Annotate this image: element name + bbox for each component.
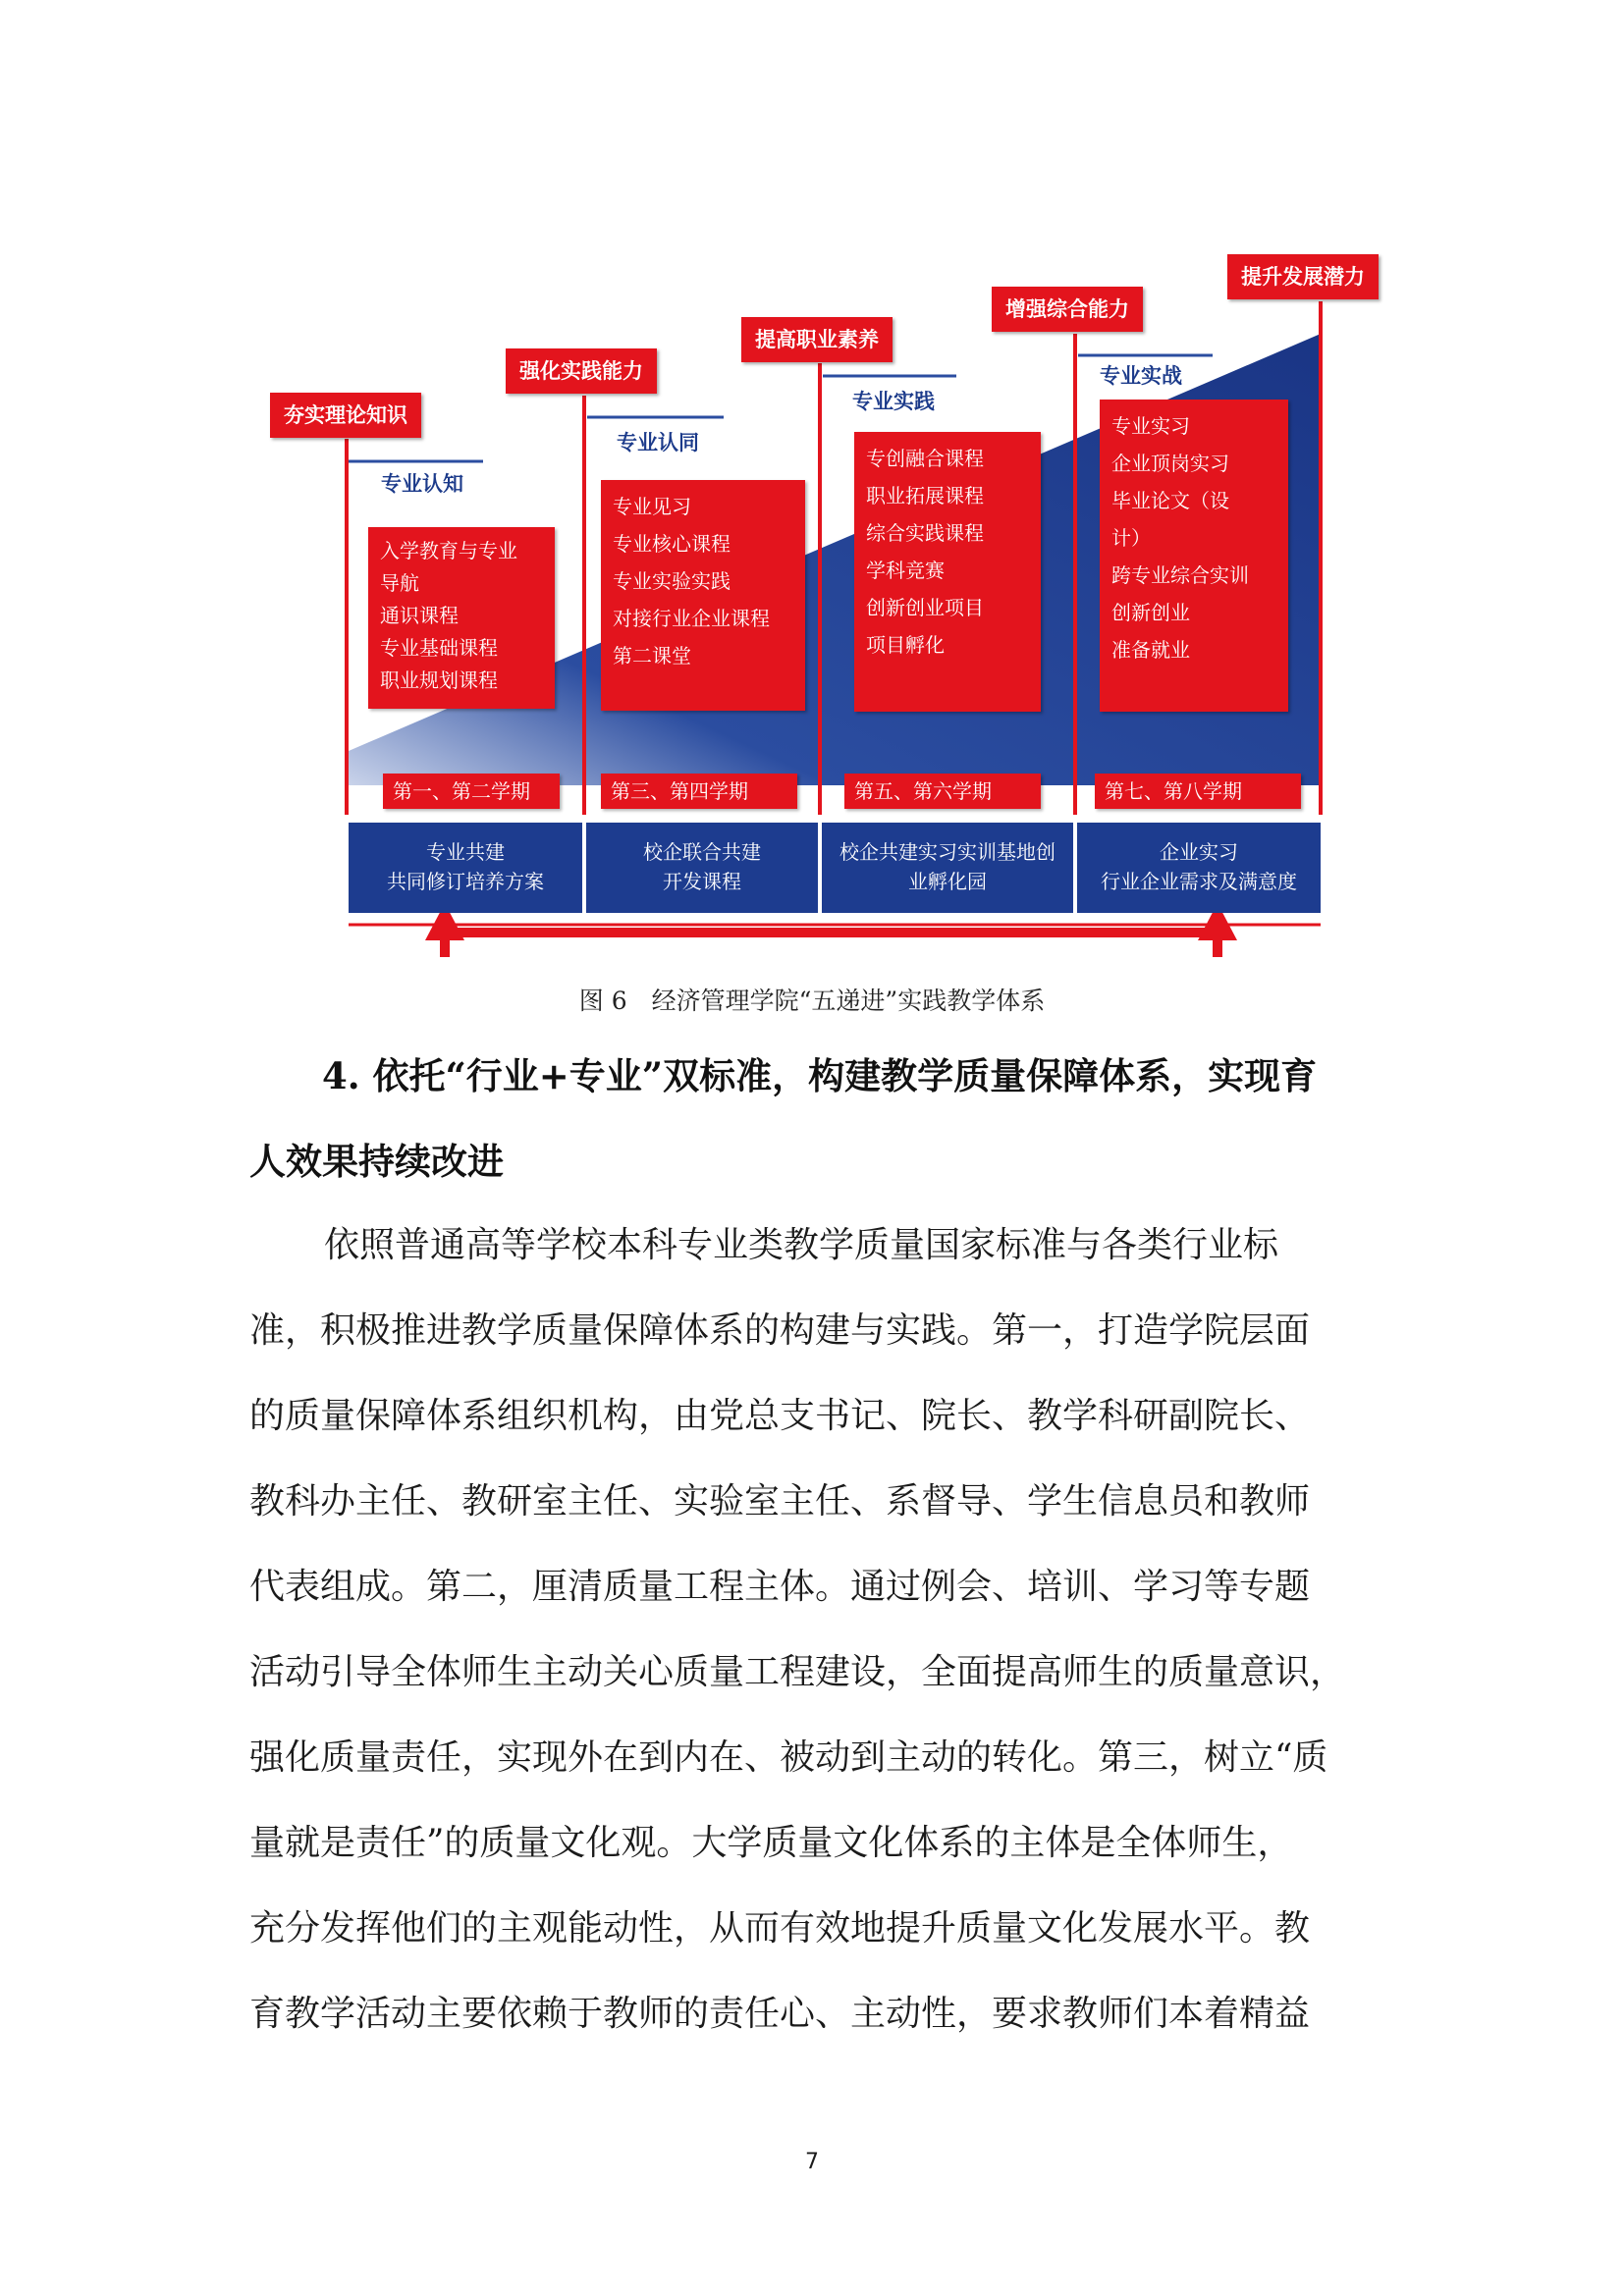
content-item: 对接行业企业课程: [613, 607, 770, 630]
phase-label-3: 专业实践: [852, 390, 935, 413]
content-item: 企业顶岗实习: [1111, 452, 1229, 475]
content-item: 职业拓展课程: [866, 484, 984, 507]
paragraph-line: 充分发挥他们的主观能动性，从而有效地提升质量文化发展水平。教: [249, 1908, 1311, 1949]
content-item: 专业见习: [613, 495, 691, 518]
semester-label-1: 第一、第二学期: [383, 774, 560, 809]
base-line: 开发课程: [663, 870, 741, 893]
base-line: 校企联合共建: [643, 840, 761, 864]
skill-label-5: 提升发展潜力: [1227, 254, 1379, 299]
content-box-3: [854, 432, 1041, 712]
content-box-1: [368, 527, 555, 709]
base-line: 业孵化园: [908, 870, 987, 893]
content-item: 入学教育与专业: [380, 539, 517, 562]
content-item: 毕业论文（设: [1111, 489, 1229, 512]
content-item: 准备就业: [1111, 638, 1190, 662]
base-box-3: [822, 823, 1073, 913]
semester-label-3: 第五、第六学期: [844, 774, 1041, 809]
base-line: 校企共建实习实训基地创: [839, 840, 1056, 864]
phase-label-2: 专业认同: [617, 431, 699, 454]
content-item: 专业核心课程: [613, 532, 731, 556]
paragraph-line: 强化质量责任，实现外在到内在、被动到主动的转化。第三，树立“质: [249, 1737, 1328, 1778]
paragraph-line: 活动引导全体师生主动关心质量工程建设，全面提高师生的质量意识，: [249, 1652, 1346, 1692]
content-item: 通识课程: [380, 604, 459, 627]
content-item: 专业实验实践: [613, 569, 731, 593]
content-item: 创新创业项目: [866, 596, 984, 619]
base-box-2: [586, 823, 818, 913]
phase-label-1: 专业认知: [381, 472, 463, 496]
skill-label-1: 夯实理论知识: [270, 393, 421, 438]
page-number: 7: [805, 2150, 819, 2174]
paragraph-line: 育教学活动主要依赖于教师的责任心、主动性，要求教师们本着精益: [249, 1994, 1311, 2034]
paragraph-line: 量就是责任”的质量文化观。大学质量文化体系的主体是全体师生，: [249, 1823, 1293, 1863]
skill-label-3: 提高职业素养: [741, 317, 893, 362]
heading-line-2: 人效果持续改进: [249, 1140, 504, 1183]
base-line: 行业企业需求及满意度: [1101, 870, 1297, 893]
content-item: 专业基础课程: [380, 636, 498, 660]
content-box-2: [601, 480, 805, 711]
content-item: 第二课堂: [613, 644, 691, 667]
content-item: 项目孵化: [866, 633, 945, 657]
semester-label-2: 第三、第四学期: [601, 774, 797, 809]
practice-teaching-diagram: [284, 250, 1365, 937]
content-item: 专创融合课程: [866, 447, 984, 470]
content-item: 综合实践课程: [866, 521, 984, 545]
content-item: 创新创业: [1111, 601, 1190, 624]
body-paragraph: [249, 1202, 1388, 2056]
base-box-1: [349, 823, 582, 913]
content-item: 计）: [1111, 526, 1151, 550]
content-item: 导航: [380, 571, 419, 595]
base-box-4: [1077, 823, 1321, 913]
connector-line: [445, 933, 1218, 957]
paragraph-line: 教科办主任、教研室主任、实验室主任、系督导、学生信息员和教师: [249, 1481, 1311, 1522]
base-line: 专业共建: [426, 840, 505, 864]
content-box-4: [1100, 400, 1288, 712]
section-heading: [249, 1034, 1388, 1204]
base-line: 共同修订培养方案: [387, 870, 544, 893]
paragraph-line: 准，积极推进教学质量保障体系的构建与实践。第一，打造学院层面: [249, 1310, 1311, 1351]
skill-label-2: 强化实践能力: [506, 348, 657, 394]
semester-label-4: 第七、第八学期: [1095, 774, 1301, 809]
content-item: 学科竞赛: [866, 559, 945, 582]
paragraph-line: 的质量保障体系组织机构，由党总支书记、院长、教学科研副院长、: [249, 1396, 1311, 1436]
figure-caption: 图 6 经济管理学院“五递进”实践教学体系: [578, 987, 1046, 1015]
phase-label-4: 专业实战: [1100, 364, 1182, 388]
heading-line-1: 4. 依托“行业+专业”双标准，构建教学质量保障体系，实现育: [322, 1054, 1318, 1097]
paragraph-line: 依照普通高等学校本科专业类教学质量国家标准与各类行业标: [324, 1225, 1279, 1265]
skill-label-4: 增强综合能力: [992, 287, 1143, 332]
paragraph-line: 代表组成。第二，厘清质量工程主体。通过例会、培训、学习等专题: [249, 1567, 1311, 1607]
base-line: 企业实习: [1160, 840, 1238, 864]
content-item: 跨专业综合实训: [1111, 563, 1249, 587]
content-item: 专业实习: [1111, 414, 1190, 438]
content-item: 职业规划课程: [380, 668, 498, 692]
